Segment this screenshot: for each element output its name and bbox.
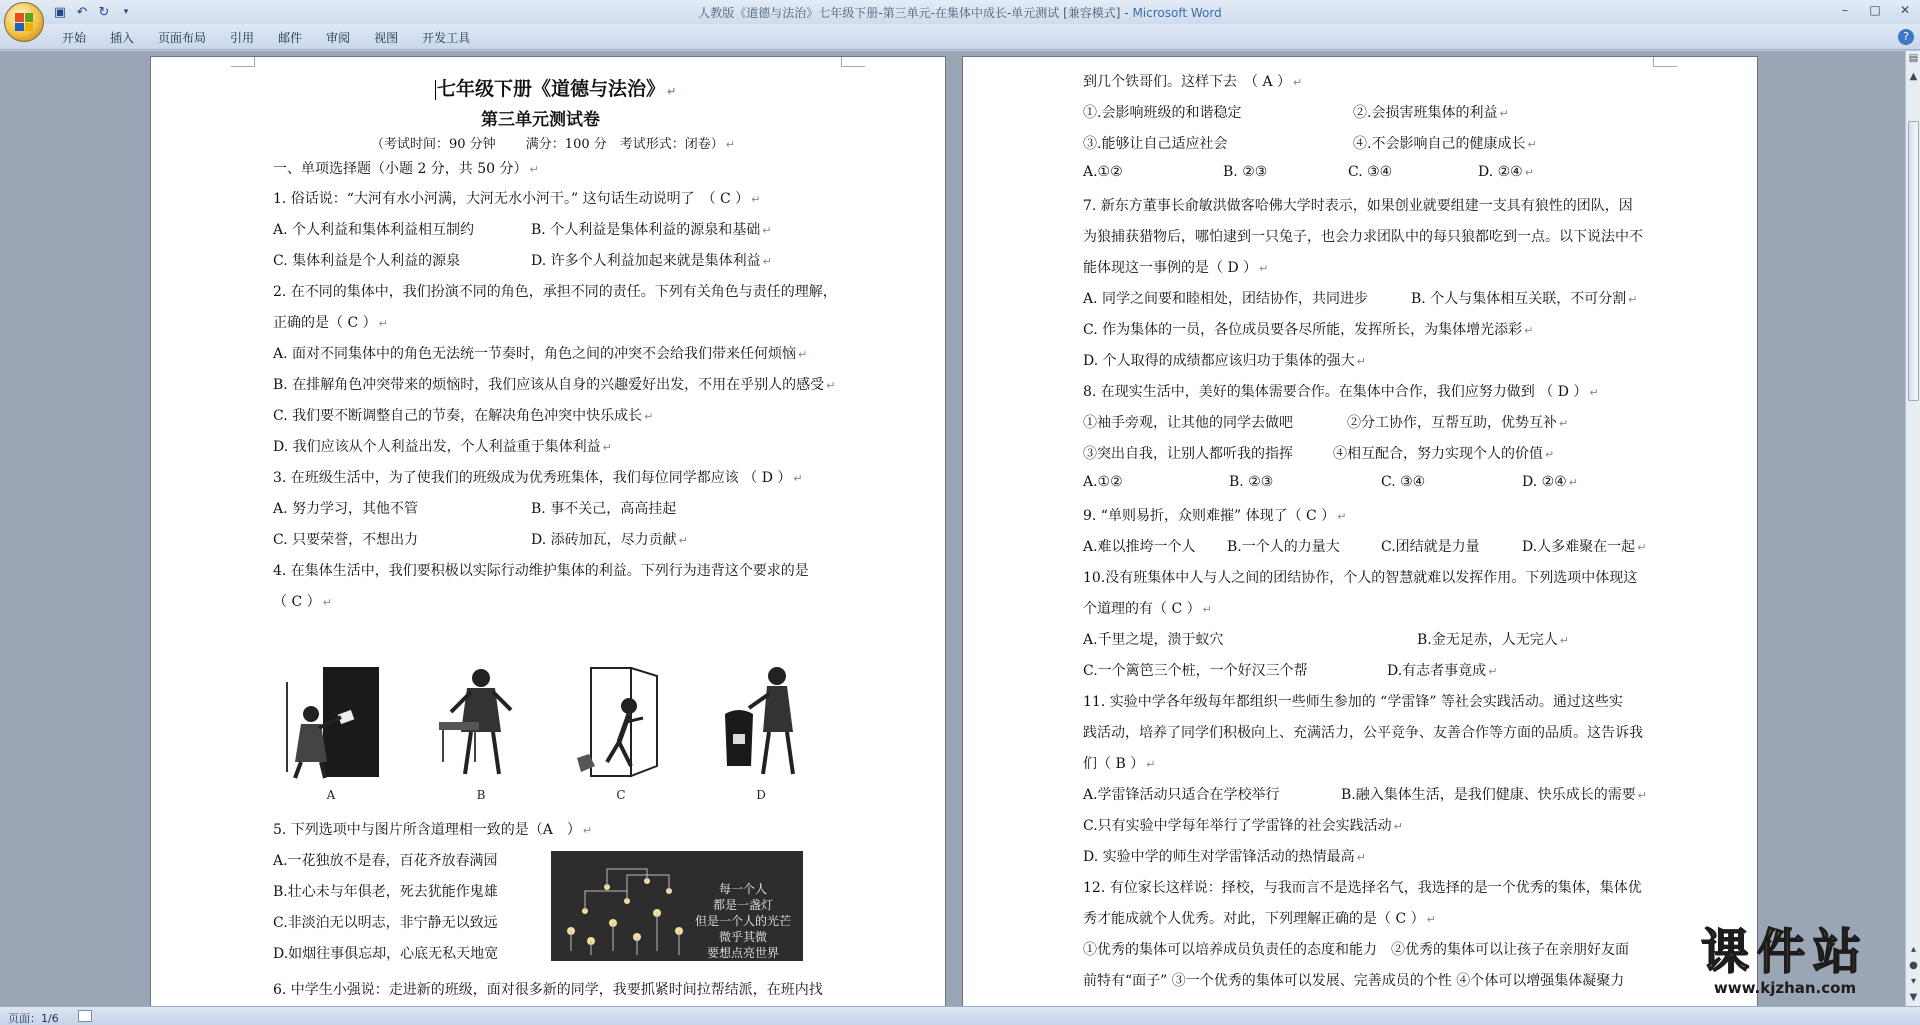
doc-title: 七年级下册《道德与法治》 ↵ [437,78,677,100]
previous-page-icon[interactable]: ▴ [1910,944,1917,955]
option-line: B.金无足赤，人无完人 ↵ [1417,632,1569,648]
scroll-thumb[interactable] [1908,121,1919,401]
document-page-right[interactable] [962,56,1758,1006]
option-line: B. 事不关己，高高挂起 [531,501,677,517]
figure-c-drawing [571,662,671,780]
option-line: ④.不会影响自己的健康成长 ↵ [1353,136,1537,152]
option-line: B. 在排解角色冲突带来的烦恼时，我们应该从自身的兴趣爱好出发，不用在乎别人的感受 ↵ [273,377,836,393]
ruler-toggle-icon[interactable]: ▤ [1908,53,1919,64]
option-line: D.人多难聚在一起 ↵ [1522,539,1647,555]
option-line: ①.会影响班级的和谐稳定 [1083,105,1242,121]
question-4: 4. 在集体生活中，我们要积极以实际行动维护集体的利益。下列行为违背这个要求的是 [273,563,809,579]
status-bar [0,1006,1920,1025]
question-7: 7. 新东方董事长俞敏洪做客哈佛大学时表示，如果创业就要组建一支具有狼性的团队，因 [1083,198,1633,214]
option-line: ②分工协作，互帮互助，优势互补 ↵ [1347,415,1569,431]
ribbon-tabs [50,29,482,46]
scroll-up-icon[interactable]: ▲ [1909,71,1918,82]
question-1: 1. 俗话说：“大河有水小河满，大河无水小河干。” 这句话生动说明了 （ C ） ↵ [273,191,761,207]
option-line: C.团结就是力量 [1381,539,1480,555]
option-line: B.壮心未与年俱老，死去犹能作鬼雄 [273,884,498,900]
option-line: ③.能够让自己适应社会 [1083,136,1228,152]
option-line: B. ②③ [1223,164,1268,180]
proofing-icon[interactable] [78,1010,92,1022]
margin-mark [1653,57,1677,67]
doc-subtitle: 第三单元测试卷 [481,110,600,130]
question-7-cont: 为狼捕获猎物后，哪怕逮到一只兔子，也会力求团队中的每只狼都吃到一点。以下说法中不 [1083,229,1643,245]
option-line: C. 作为集体的一员，各位成员要各尽所能，发挥所长，为集体增光添彩 ↵ [1083,322,1534,338]
question-11-cont: 践活动，培养了同学们积极向上、充满活力，公平竞争、友善合作等方面的品质。这告诉我 [1083,725,1643,741]
question-11-cont: 们（ B ） ↵ [1083,756,1156,772]
margin-mark [841,57,865,67]
vertical-scrollbar[interactable] [1905,51,1920,1006]
qat-dropdown-icon[interactable]: ▾ [123,7,129,17]
question-6: 6. 中学生小强说：走进新的班级，面对很多新的同学，我要抓紧时间拉帮结派，在班内找 [273,982,823,998]
tab-mailings[interactable]: 邮件 [278,31,303,45]
tab-home[interactable]: 开始 [62,31,87,45]
figure-a-drawing [281,662,381,780]
help-icon[interactable]: ? [1898,29,1914,45]
option-line: B. 个人利益是集体利益的源泉和基础 ↵ [531,222,772,238]
option-line: C.一个篱笆三个桩，一个好汉三个帮 [1083,663,1308,679]
figure-caption: C [616,788,626,802]
option-line: C.非淡泊无以明志，非宁静无以致远 [273,915,498,931]
option-line: D.有志者事竟成 ↵ [1387,663,1498,679]
option-line: D. ②④ ↵ [1522,474,1578,490]
option-line: A.一花独放不是春，百花齐放春满园 [273,853,498,869]
option-line: D. 许多个人利益加起来就是集体利益 ↵ [531,253,772,269]
option-line: C. 只要荣誉，不想出力 [273,532,419,548]
figure-c [571,662,671,802]
option-line: A. 面对不同集体中的角色无法统一节奏时，角色之间的冲突不会给我们带来任何烦恼 ↵ [273,346,808,362]
save-icon[interactable]: ▣ [53,4,67,20]
question-5: 5. 下列选项中与图片所含道理相一致的是（A ） ↵ [273,822,593,838]
document-workspace [0,51,1905,1006]
question-4-figures [281,662,841,802]
option-line: ④相互配合，努力实现个人的价值 ↵ [1333,446,1555,462]
option-line: C. ③④ [1348,164,1393,180]
tab-review[interactable]: 审阅 [326,31,351,45]
option-line: ①优秀的集体可以培养成员负责任的态度和能力 ②优秀的集体可以让孩子在亲朋好友面 [1083,942,1629,958]
question-7-cont: 能体现这一事例的是（ D ） ↵ [1083,260,1269,276]
figure-d [711,662,811,802]
question-2: 2. 在不同的集体中，我们扮演不同的角色，承担不同的责任。下列有关角色与责任的理解， [273,284,837,300]
option-line: A.①② [1083,474,1123,490]
tab-view[interactable]: 视图 [374,31,399,45]
option-line: A.学雷锋活动只适合在学校举行 [1083,787,1280,803]
figure-caption: D [756,788,766,802]
close-button[interactable]: ✕ [1899,3,1911,17]
tab-page-layout[interactable]: 页面布局 [158,31,207,45]
figure-caption: A [326,788,336,802]
exam-info: （考试时间：90 分钟 满分：100 分 考试形式：闭卷） ↵ [371,137,735,152]
question-9: 9. “单则易折，众则难摧” 体现了（ C ） ↵ [1083,508,1347,524]
question-10: 10.没有班集体中人与人之间的团结协作，个人的智慧就难以发挥作用。下列选项中体现这 [1083,570,1638,586]
margin-mark [231,57,255,67]
minimize-button[interactable]: – [1842,3,1848,17]
question-6-cont: 到几个铁哥们。这样下去 （ A ） ↵ [1083,74,1303,90]
option-line: D. 添砖加瓦，尽力贡献 ↵ [531,532,688,548]
figure-caption: B [476,788,486,802]
option-line: 前特有“面子” ③一个优秀的集体可以发展、完善成员的个性 ④个体可以增强集体凝聚力 [1083,973,1625,989]
option-line: B.一个人的力量大 [1227,539,1340,555]
title-bar [0,0,1920,24]
option-line: C. 集体利益是个人利益的源泉 [273,253,461,269]
maximize-button[interactable]: □ [1869,3,1881,17]
question-12: 12. 有位家长这样说：择校，与我而言不是选择名气，我选择的是一个优秀的集体，集体优 [1083,880,1642,896]
option-line: C. 我们要不断调整自己的节奏，在解决角色冲突中快乐成长 ↵ [273,408,654,424]
window-controls [1830,0,1920,20]
option-line: B. 个人与集体相互关联，不可分割 ↵ [1411,291,1638,307]
option-line: ②.会损害班集体的利益 ↵ [1353,105,1509,121]
question-12-cont: 秀才能成就个人优秀。对此，下列理解正确的是（ C ） ↵ [1083,911,1436,927]
watermark-logo: 课件站 [1700,924,1869,980]
section-heading: 一、单项选择题（小题 2 分，共 50 分） ↵ [273,161,539,177]
option-line: A. 个人利益和集体利益相互制约 [273,222,475,238]
tab-references[interactable]: 引用 [230,31,255,45]
tab-insert[interactable]: 插入 [110,31,135,45]
figure-a [281,662,381,802]
select-browse-object-icon[interactable]: ● [1909,960,1918,971]
figure-b-drawing [431,662,531,780]
question-8: 8. 在现实生活中，美好的集体需要合作。在集体中合作，我们应努力做到 （ D ） ↵ [1083,384,1599,400]
document-page-left[interactable] [150,56,946,1006]
option-line: B. ②③ [1229,474,1274,490]
text-cursor [435,80,436,100]
option-line: C.只有实验中学每年举行了学雷锋的社会实践活动 ↵ [1083,818,1403,834]
option-line: C. ③④ [1381,474,1426,490]
option-line: D. ②④ ↵ [1478,164,1534,180]
watermark-url: www.kjzhan.com [1713,979,1857,997]
option-line: D. 我们应该从个人利益出发，个人利益重于集体利益 ↵ [273,439,612,455]
question-11: 11. 实验中学各年级每年都组织一些师生参加的 “学雷锋” 等社会实践活动。通过这些实 [1083,694,1623,710]
option-line: ③突出自我，让别人都听我的指挥 [1083,446,1293,462]
lamp-illustration [551,851,803,961]
lamp-caption: 每一个人 都是一盏灯 但是一个人的光芒 微乎其微 要想点亮世界 [694,882,791,960]
undo-icon[interactable]: ↶ [76,4,88,20]
site-watermark [1660,924,1910,1004]
option-line: ①袖手旁观，让其他的同学去做吧 [1083,415,1293,431]
question-3: 3. 在班级生活中，为了使我们的班级成为优秀班集体，我们每位同学都应该 （ D ） ↵ [273,470,803,486]
scroll-down-icon[interactable]: ▼ [1909,992,1918,1003]
option-line: D. 实验中学的师生对学雷锋活动的热情最高 ↵ [1083,849,1366,865]
option-line: A. 同学之间要和睦相处，团结协作，共同进步 [1083,291,1369,307]
page-count[interactable]: 页面：1/6 [8,1012,59,1025]
option-line: A.①② [1083,164,1123,180]
option-line: D.如烟往事俱忘却，心底无私天地宽 [273,946,499,962]
option-line: A.千里之堤，溃于蚁穴 [1083,632,1224,648]
option-line: A. 努力学习，其他不管 [273,501,419,517]
office-logo-icon [15,13,33,31]
ribbon [0,24,1920,50]
option-line: D. 个人取得的成绩都应该归功于集体的强大 ↵ [1083,353,1366,369]
window-title: 人教版《道德与法治》七年级下册-第三单元-在集体中成长-单元测试 [兼容模式] - Microsoft Word [698,6,1222,20]
redo-icon[interactable]: ↻ [98,4,110,20]
figure-b [431,662,531,802]
question-2-cont: 正确的是（ C ） ↵ [273,315,388,331]
office-button[interactable] [4,2,44,42]
tab-developer[interactable]: 开发工具 [422,31,471,45]
question-4-cont: （ C ） ↵ [273,594,332,610]
next-page-icon[interactable]: ▾ [1910,976,1917,987]
option-line: B.融入集体生活，是我们健康、快乐成长的需要 ↵ [1341,787,1647,803]
figure-d-drawing [711,662,811,780]
question-10-cont: 个道理的有（ C ） ↵ [1083,601,1212,617]
option-line: A.难以推垮一个人 [1083,539,1196,555]
